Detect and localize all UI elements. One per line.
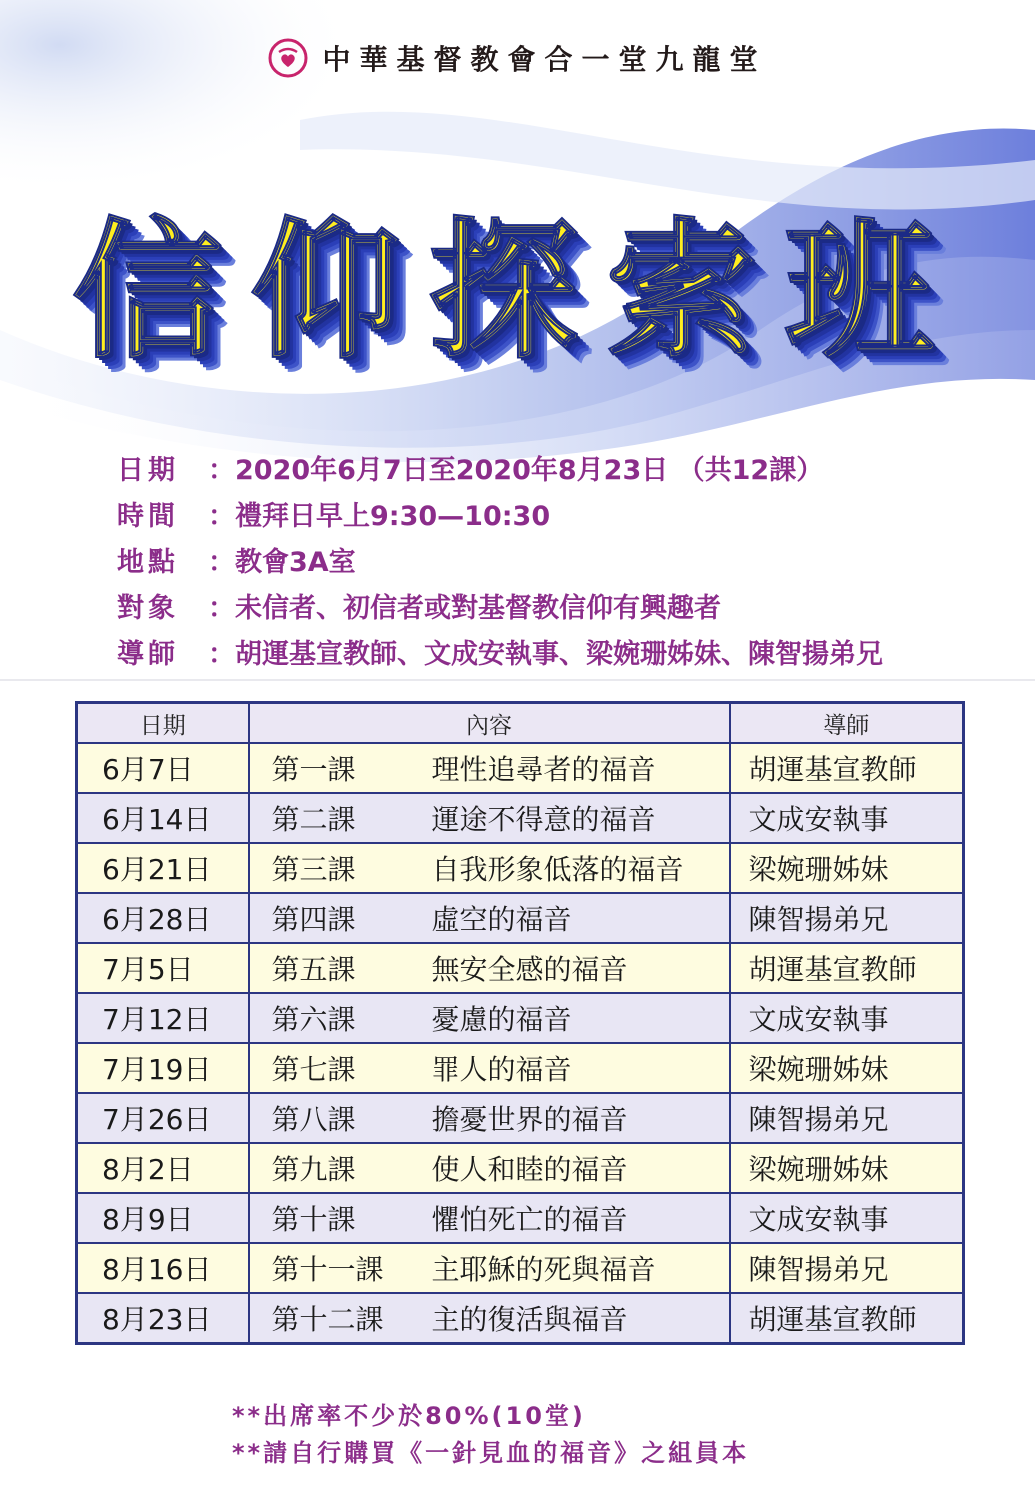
table-row xyxy=(77,1043,964,1093)
row-teacher: 陳智揚弟兄 xyxy=(730,1093,964,1143)
row-lesson: 第九課 xyxy=(271,1153,356,1186)
table-row xyxy=(77,1243,964,1293)
table-row xyxy=(77,1143,964,1193)
row-topic: 使人和睦的福音 xyxy=(431,1153,628,1186)
info-value: 胡運基宣教師、文成安執事、梁婉珊姊妹、陳智揚弟兄 xyxy=(235,639,883,670)
row-teacher: 梁婉珊姊妹 xyxy=(730,1043,964,1093)
class-info xyxy=(117,448,883,678)
row-lesson: 第十課 xyxy=(271,1203,356,1236)
row-date: 8月2日 xyxy=(77,1143,249,1193)
row-topic: 運途不得意的福音 xyxy=(431,803,656,836)
row-date: 7月26日 xyxy=(77,1093,249,1143)
row-date: 6月28日 xyxy=(77,893,249,943)
note-book: **請自行購買《一針見血的福音》之組員本 xyxy=(232,1439,750,1467)
header-date: 日期 xyxy=(77,703,249,744)
row-content xyxy=(249,993,730,1043)
row-topic: 罪人的福音 xyxy=(431,1053,572,1086)
church-header xyxy=(0,38,1035,78)
info-label: 日期 xyxy=(117,455,179,486)
row-topic: 自我形象低落的福音 xyxy=(431,853,684,886)
row-topic: 擔憂世界的福音 xyxy=(431,1103,628,1136)
row-lesson: 第五課 xyxy=(271,953,356,986)
header-content: 內容 xyxy=(249,703,730,744)
table-row xyxy=(77,743,964,793)
info-teachers-row: 導師 ： 胡運基宣教師、文成安執事、梁婉珊姊妹、陳智揚弟兄 xyxy=(117,632,883,678)
info-date-row: 日期 ： 2020年6月7日至2020年8月23日 （共12課） xyxy=(117,448,883,494)
row-teacher: 陳智揚弟兄 xyxy=(730,1243,964,1293)
row-content xyxy=(249,1243,730,1293)
row-content xyxy=(249,893,730,943)
table-row xyxy=(77,893,964,943)
row-teacher: 胡運基宣教師 xyxy=(730,1293,964,1343)
row-date: 7月5日 xyxy=(77,943,249,993)
row-date: 7月12日 xyxy=(77,993,249,1043)
info-label: 導師 xyxy=(117,639,179,670)
row-lesson: 第七課 xyxy=(271,1053,356,1086)
row-teacher: 胡運基宣教師 xyxy=(730,943,964,993)
row-lesson: 第十二課 xyxy=(271,1302,384,1336)
row-content xyxy=(249,793,730,843)
schedule-table xyxy=(75,701,965,1345)
row-teacher: 胡運基宣教師 xyxy=(730,743,964,793)
row-topic: 主的復活與福音 xyxy=(431,1302,628,1336)
church-logo-icon xyxy=(268,38,308,78)
row-date: 8月23日 xyxy=(77,1293,249,1343)
row-content xyxy=(249,843,730,893)
row-content xyxy=(249,1143,730,1193)
row-topic: 懼怕死亡的福音 xyxy=(431,1203,628,1236)
row-lesson: 第八課 xyxy=(271,1103,356,1136)
table-row xyxy=(77,1193,964,1243)
row-date: 8月9日 xyxy=(77,1193,249,1243)
info-label: 對象 xyxy=(117,593,179,624)
table-row xyxy=(77,1293,964,1343)
row-lesson: 第四課 xyxy=(271,903,356,936)
row-teacher: 梁婉珊姊妹 xyxy=(730,843,964,893)
row-lesson: 第六課 xyxy=(271,1003,356,1036)
table-row xyxy=(77,1093,964,1143)
table-row xyxy=(77,943,964,993)
table-row xyxy=(77,793,964,843)
row-content xyxy=(249,943,730,993)
row-lesson: 第一課 xyxy=(271,753,356,786)
row-teacher: 陳智揚弟兄 xyxy=(730,893,964,943)
header-teacher: 導師 xyxy=(730,703,964,744)
table-header-row xyxy=(77,703,964,744)
row-topic: 虛空的福音 xyxy=(431,903,572,936)
row-teacher: 梁婉珊姊妹 xyxy=(730,1143,964,1193)
info-value: 未信者、初信者或對基督教信仰有興趣者 xyxy=(235,593,721,624)
info-audience-row: 對象 ： 未信者、初信者或對基督教信仰有興趣者 xyxy=(117,586,883,632)
info-location-row: 地點 ： 教會3A室 xyxy=(117,540,883,586)
info-label: 地點 xyxy=(117,547,179,578)
row-topic: 憂慮的福音 xyxy=(431,1003,572,1036)
row-date: 6月7日 xyxy=(77,743,249,793)
row-date: 6月21日 xyxy=(77,843,249,893)
table-row xyxy=(77,993,964,1043)
row-lesson: 第二課 xyxy=(271,803,356,836)
info-value: 教會3A室 xyxy=(235,547,356,578)
info-value: 2020年6月7日至2020年8月23日 （共12課） xyxy=(235,455,824,486)
row-content xyxy=(249,1093,730,1143)
divider xyxy=(0,679,1035,681)
row-topic: 無安全感的福音 xyxy=(431,953,628,986)
row-teacher: 文成安執事 xyxy=(730,1193,964,1243)
note-attendance: **出席率不少於80%(10堂) xyxy=(232,1402,586,1430)
row-topic: 主耶穌的死與福音 xyxy=(431,1253,656,1286)
row-content xyxy=(249,1193,730,1243)
row-date: 6月14日 xyxy=(77,793,249,843)
row-teacher: 文成安執事 xyxy=(730,793,964,843)
page-title: 信仰探索班 xyxy=(72,205,963,379)
row-teacher: 文成安執事 xyxy=(730,993,964,1043)
info-value: 禮拜日早上9:30—10:30 xyxy=(235,501,551,532)
row-content xyxy=(249,1043,730,1093)
row-content xyxy=(249,743,730,793)
info-label: 時間 xyxy=(117,501,179,532)
church-name: 中華基督教會合一堂九龍堂 xyxy=(322,43,767,76)
table-row xyxy=(77,843,964,893)
row-lesson: 第十一課 xyxy=(271,1253,384,1286)
row-lesson: 第三課 xyxy=(271,853,356,886)
row-topic: 理性追尋者的福音 xyxy=(431,753,656,786)
notes xyxy=(232,1398,749,1472)
row-date: 8月16日 xyxy=(77,1243,249,1293)
row-content xyxy=(249,1293,730,1343)
info-time-row: 時間 ： 禮拜日早上9:30—10:30 xyxy=(117,494,883,540)
row-date: 7月19日 xyxy=(77,1043,249,1093)
